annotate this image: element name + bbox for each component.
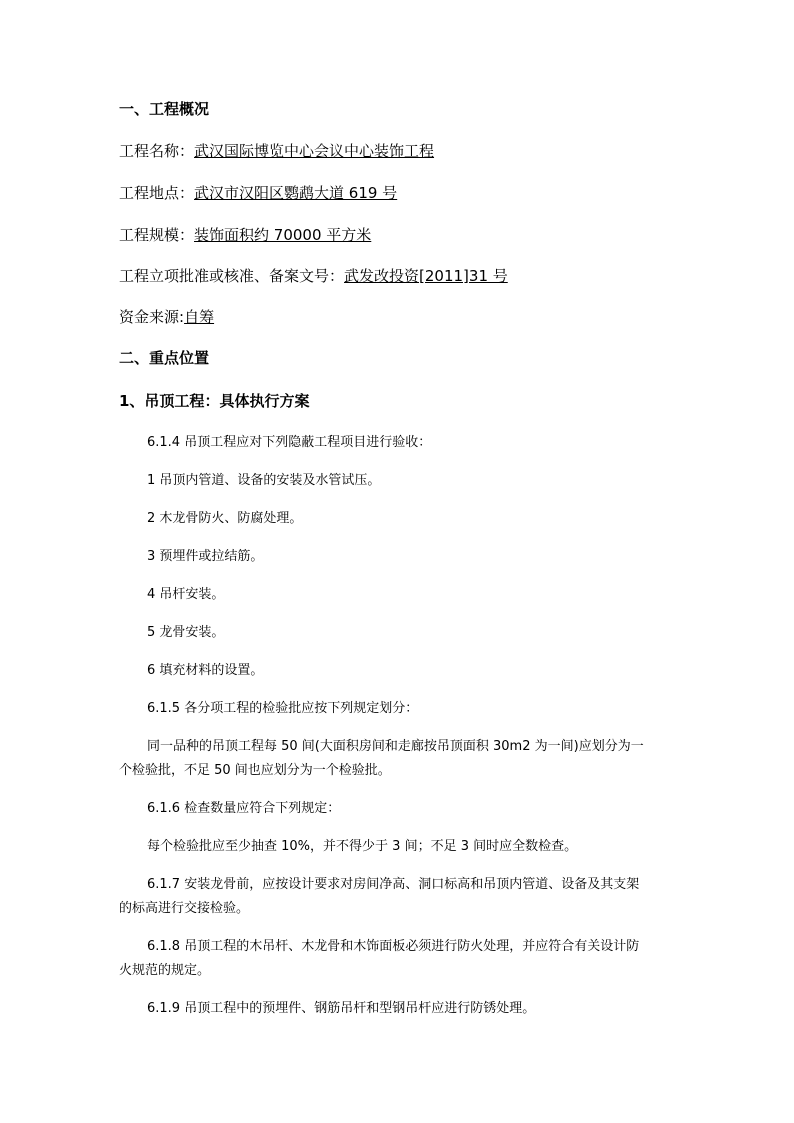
project-name-value: 武汉国际博览中心会议中心装饰工程: [194, 142, 435, 160]
clause-6-1-8-line-2: 火规范的规定。: [119, 963, 211, 978]
project-scale-label: 工程规模：: [119, 226, 195, 244]
project-location-value: 武汉市汉阳区鹦鹉大道 619 号: [194, 184, 398, 202]
list-item-3: 3 预埋件或拉结筋。: [147, 549, 264, 564]
list-item-2: 2 木龙骨防火、防腐处理。: [147, 511, 303, 526]
list-item-6: 6 填充材料的设置。: [147, 663, 264, 678]
project-name-row: [119, 140, 434, 161]
subsection-heading-ceiling: 1、吊顶工程：具体执行方案: [119, 392, 310, 410]
project-location-row: [119, 182, 397, 203]
clause-6-1-6: 6.1.6 检查数量应符合下列规定：: [147, 801, 341, 816]
clause-6-1-7-line-2: 的标高进行交接检验。: [119, 901, 250, 916]
funding-row: [119, 306, 214, 327]
division-text-line-1: 同一品种的吊顶工程每 50 间(大面积房间和走廊按吊顶面积 30m2 为一间)应划分为一: [147, 739, 644, 754]
clause-6-1-5: 6.1.5 各分项工程的检验批应按下列规定划分：: [147, 701, 419, 716]
section-heading-overview: 一、工程概况: [119, 100, 210, 118]
list-item-5: 5 龙骨安装。: [147, 625, 225, 640]
list-item-1: 1 吊顶内管道、设备的安装及水管试压。: [147, 473, 381, 488]
clause-6-1-9: 6.1.9 吊顶工程中的预埋件、钢筋吊杆和型钢吊杆应进行防锈处理。: [147, 1001, 536, 1016]
approval-value: 武发改投资[2011]31 号: [344, 267, 508, 285]
project-scale-value: 装饰面积约 70000 平方米: [194, 226, 372, 244]
project-name-label: 工程名称：: [119, 142, 195, 160]
division-text-line-2: 个检验批，不足 50 间也应划分为一个检验批。: [119, 763, 391, 778]
funding-value: 自筹: [184, 308, 215, 326]
list-item-4: 4 吊杆安装。: [147, 587, 225, 602]
project-location-label: 工程地点：: [119, 184, 195, 202]
funding-label: 资金来源:: [119, 308, 185, 326]
approval-label: 工程立项批准或核准、备案文号：: [119, 267, 345, 285]
inspection-text: 每个检验批应至少抽查 10%，并不得少于 3 间；不足 3 间时应全数检查。: [147, 839, 578, 854]
project-scale-row: [119, 224, 371, 245]
approval-row: [119, 265, 508, 286]
clause-6-1-8-line-1: 6.1.8 吊顶工程的木吊杆、木龙骨和木饰面板必须进行防火处理，并应符合有关设计防: [147, 939, 640, 954]
section-heading-key-positions: 二、重点位置: [119, 349, 210, 367]
clause-6-1-7-line-1: 6.1.7 安装龙骨前，应按设计要求对房间净高、洞口标高和吊顶内管道、设备及其支架: [147, 877, 640, 892]
clause-6-1-4: 6.1.4 吊顶工程应对下列隐蔽工程项目进行验收：: [147, 435, 432, 450]
